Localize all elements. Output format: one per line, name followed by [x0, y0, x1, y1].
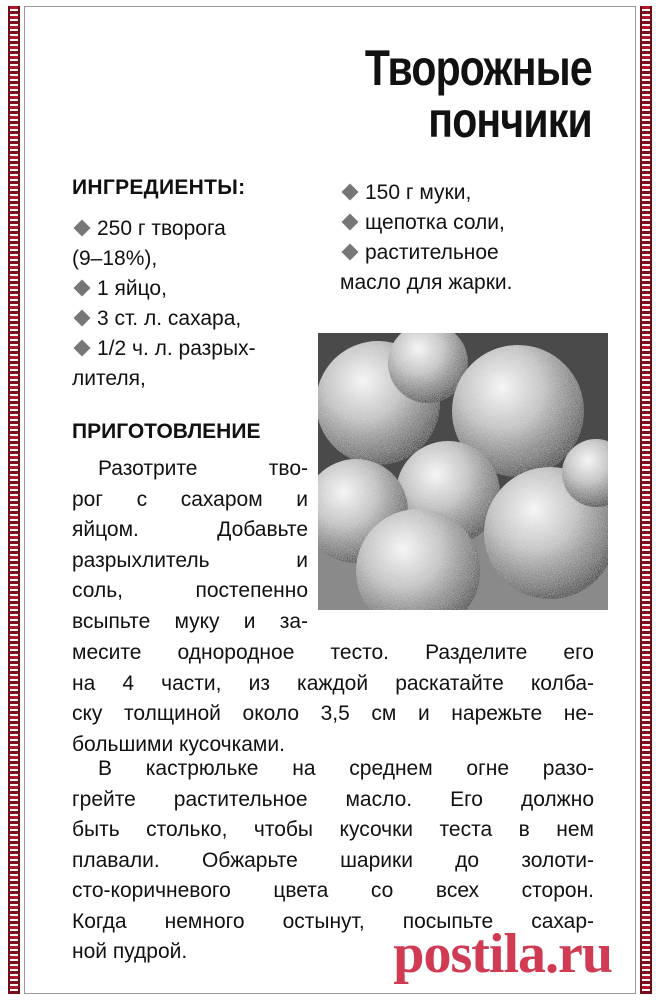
- diamond-bullet-icon: [342, 214, 359, 231]
- diamond-bullet-icon: [74, 280, 91, 297]
- diamond-bullet-icon: [74, 220, 91, 237]
- recipe-title: [365, 42, 592, 146]
- right-ornament-border: [640, 6, 652, 994]
- text-line: ску толщиной около 3,5 см и нарежьте не-: [72, 702, 594, 725]
- watermark-logo: postila.ru: [393, 923, 612, 985]
- text-line: сто-коричневого цвета со всех сторон.: [72, 879, 594, 902]
- text-line: месите однородное тесто. Разделите его: [72, 641, 594, 664]
- ingredients-heading: ИНГРЕДИЕНТЫ:: [72, 176, 246, 199]
- text-line: грейте растительное масло. Его должно: [72, 787, 594, 811]
- ingredient-item: 250 г творога: [72, 214, 332, 244]
- text-line: яйцом. Добавьте: [72, 518, 308, 541]
- preparation-text-narrow: [72, 454, 308, 637]
- ingredient-item: 150 г муки,: [340, 178, 580, 208]
- text-line: соль, постепенно: [72, 579, 308, 602]
- text-line: Разотрите тво-: [98, 457, 308, 480]
- diamond-bullet-icon: [342, 184, 359, 201]
- preparation-text-wide-1: [72, 638, 594, 760]
- text-line: большими кусочками.: [72, 732, 285, 756]
- donut-photo-icon: [318, 333, 608, 610]
- diamond-bullet-icon: [74, 340, 91, 357]
- text-line: рог с сахаром и: [72, 487, 308, 511]
- ingredients-list-right: [340, 178, 580, 298]
- title-line-2: пончики: [428, 92, 592, 148]
- text-line: плавали. Обжарьте шарики до золоти-: [72, 848, 594, 872]
- ingredient-item: 1 яйцо,: [72, 274, 332, 304]
- text-line: В кастрюльке на среднем огне разо-: [98, 757, 594, 780]
- text-line: всыпьте муку и за-: [72, 609, 308, 633]
- text-line: разрыхлитель и: [72, 548, 308, 572]
- diamond-bullet-icon: [342, 244, 359, 261]
- donut-photo-svg: [318, 333, 608, 610]
- ingredient-item-continuation: (9–18%),: [72, 247, 158, 270]
- text-line: Когда немного остынут, посыпьте сахар-: [72, 909, 594, 933]
- ingredient-item-continuation: масло для жарки.: [340, 271, 513, 294]
- ingredient-item: растительное: [340, 238, 580, 268]
- ingredient-item-continuation: лителя,: [72, 367, 146, 390]
- ingredient-item: 1/2 ч. л. разрых-: [72, 334, 332, 364]
- diamond-bullet-icon: [74, 310, 91, 327]
- text-line: ной пудрой.: [72, 940, 188, 963]
- text-line: быть столько, чтобы кусочки теста в нем: [72, 818, 594, 841]
- preparation-heading: ПРИГОТОВЛЕНИЕ: [72, 420, 261, 443]
- ingredients-list-left: [72, 214, 332, 394]
- ingredient-item: 3 ст. л. сахара,: [72, 304, 332, 334]
- ingredient-item: щепотка соли,: [340, 208, 580, 238]
- text-line: на 4 части, из каждой раскатайте колба-: [72, 671, 594, 695]
- title-line-1: Творожные: [364, 40, 592, 96]
- left-ornament-border: [8, 6, 20, 994]
